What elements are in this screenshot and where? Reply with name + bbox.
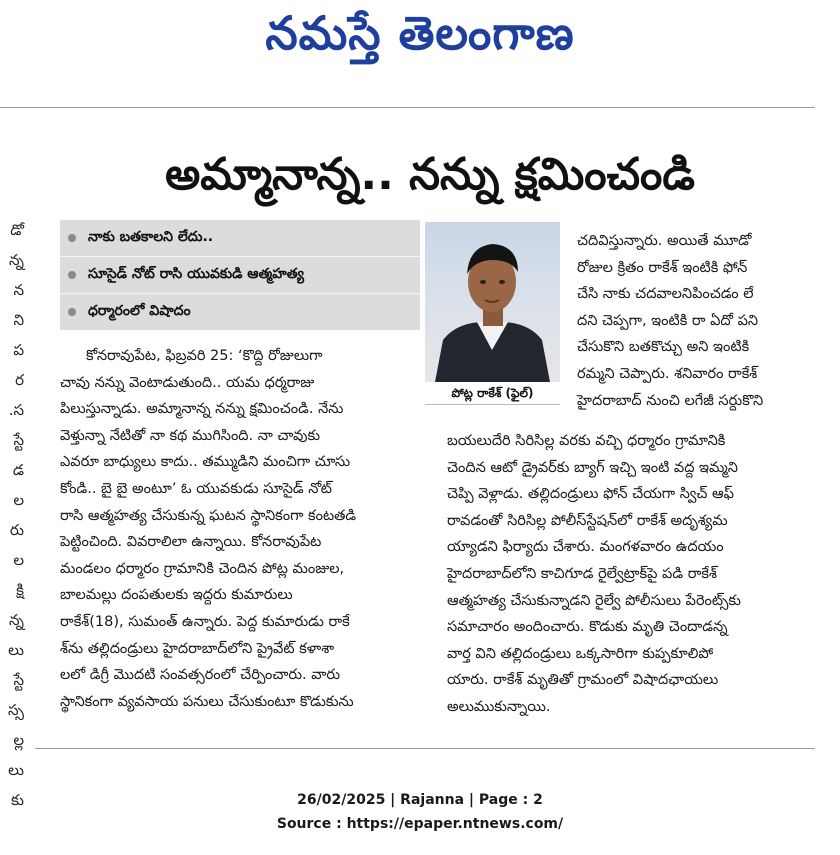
footer-dateline: 26/02/2025 | Rajanna | Page : 2 [297, 792, 543, 808]
photo-caption: పోట్ల రాకేశ్ (ఫైల్) [425, 382, 560, 405]
bullet-icon [68, 234, 76, 242]
highlight-item [60, 220, 420, 257]
highlight-item [60, 294, 420, 330]
text-line: రాసి ఆత్మహత్య చేసుకున్న ఘటన స్థానికంగా కంటతడి [60, 507, 357, 524]
text-line: రోజుల క్రితం రాకేశ్ ఇంటికి ఫోన్ [577, 259, 748, 276]
person-portrait-icon [425, 222, 560, 382]
fragment-line: న [13, 281, 24, 299]
fragment-line: ర [15, 371, 24, 389]
text-line: చదివిస్తున్నారు. అయితే మూడో [577, 233, 752, 249]
text-line: వార్త విని తల్లిదండ్రులు ఒక్కసారిగా కుప్పకూలిపో [447, 645, 714, 662]
text-line: చెప్పి వెళ్లాడు. తల్లిదండ్రులు ఫోన్ చేయగా స్విచ్ ఆఫ్ [447, 486, 734, 503]
bullet-icon [68, 308, 76, 316]
fragment-line: ల [13, 491, 24, 509]
highlights-box [60, 220, 420, 330]
text-line: శ్‌ను తల్లిదండ్రులు హైదరాబాద్‌లోని ప్రైవేట్ కళాశా [60, 640, 334, 657]
fragment-line: స్టే [13, 431, 24, 449]
text-line: బాలమల్లు దంపతులకు ఇద్దరు కుమారులు [60, 587, 293, 604]
text-line: బయలుదేరి సిరిసిల్ల వరకు వచ్చి ధర్మారం గ్రామానికి [447, 433, 726, 449]
text-line: లలో డిగ్రీ మొదటి సంవత్సరంలో చేర్పించారు. వారు [60, 667, 341, 684]
article-column-c [447, 428, 819, 721]
fragment-line: న్న [9, 611, 24, 629]
fragment-line: కు [10, 791, 24, 809]
fragment-line: రు [9, 521, 24, 539]
fragment-line: డో [10, 221, 24, 239]
masthead [0, 0, 840, 80]
text-line: రాకేశ్(18), సుమంత్ ఉన్నారు. పెద్ద కుమారుడు రాకే [60, 613, 350, 630]
text-line: వెళ్తున్నా నేటితో నా కథ ముగిసింది. నా చావుకు [60, 427, 321, 444]
highlight-text: నాకు బతకాలని లేదు.. [88, 228, 214, 245]
text-line: రమ్మని చెప్పారు. శనివారం రాకేశ్ [577, 365, 758, 382]
text-line: దని చెప్పగా, ఇంటికి రా ఏదో పని [577, 312, 759, 329]
text-line: కోండి.. బై బై అంటూ’ ఓ యువకుడు సూసైడ్ నోట్ [60, 480, 332, 497]
text-line: రావడంతో సిరిసిల్ల పోలీస్‌స్టేషన్‌లో రాకేశ్ అదృశ్యమ [447, 512, 728, 529]
fragment-line: ప [13, 341, 24, 359]
text-line: య్యాడని ఫిర్యాదు చేశారు. మంగళవారం ఉదయం [447, 539, 724, 556]
portrait-photo [425, 222, 560, 382]
headline: అమ్మానాన్న.. నన్ను క్షమించండి [165, 149, 695, 200]
text-line: యారు. రాకేశ్ మృతితో గ్రామంలో విషాదఛాయలు [447, 672, 719, 689]
fragment-line: ల [13, 551, 24, 569]
bullet-icon [68, 271, 76, 279]
bottom-rule [35, 748, 815, 749]
fragment-line: ల్ల [13, 731, 24, 749]
highlight-item [60, 257, 420, 294]
footer-source: Source : https://epaper.ntnews.com/ [276, 816, 564, 832]
fragment-line: న్న [9, 251, 24, 269]
fragment-line: డ [12, 461, 24, 479]
text-line: పిలుస్తున్నాడు. అమ్మానాన్న నన్ను క్షమించండి. నేను [60, 401, 344, 418]
fragment-line: క్షి [16, 581, 24, 599]
text-line: చెందిన ఆటో డ్రైవర్‌కు బ్యాగ్ ఇచ్చి ఇంటి వద్ద ఇమ్మని [447, 459, 738, 476]
text-line: చేసుకొని బతకొచ్చు అని ఇంటికి [577, 339, 750, 356]
text-line: ఎవరూ బాధ్యులు కాదు.. తమ్ముడిని మంచిగా చూసు [60, 454, 351, 471]
text-line: హైదరాబాద్‌లోని కాచిగూడ రైల్వేట్రాక్‌పై పడి రాకేశ్ [447, 565, 717, 582]
highlight-text: ధర్మారంలో విషాదం [88, 302, 191, 319]
text-line: అలుముకున్నాయి. [447, 698, 551, 715]
text-line: ఆత్మహత్య చేసుకున్నాడని రైల్వే పోలీసులు పేరెంట్స్‌కు [447, 592, 741, 609]
text-line: సమాచారం అందించారు. కొడుకు మృతి చెందాడన్న [447, 619, 728, 636]
text-line: కోనరావుపేట, ఫిబ్రవరి 25: ‘కొద్ది రోజులుగా [86, 348, 323, 364]
text-line: మండలం ధర్మారం గ్రామానికి చెందిన పోట్ల మంజుల, [60, 560, 345, 577]
fragment-line: ని [13, 311, 24, 329]
highlight-text: సూసైడ్ నోట్ రాసి యువకుడి ఆత్మహత్య [88, 265, 304, 282]
top-rule [0, 107, 815, 108]
text-line: పెట్టించింది. వివరాలిలా ఉన్నాయి. కోనరావుపేట [60, 534, 322, 551]
text-line: చేసి నాకు చదవాలనిపించడం లే [577, 286, 754, 303]
fragment-line: స్టే [13, 671, 24, 689]
fragment-line: లు [8, 761, 24, 779]
fragment-line: లు [8, 641, 24, 659]
text-line: హైదరాబాద్ నుంచి లగేజీ సర్దుకొని [577, 392, 764, 409]
fragment-line: స్స [8, 701, 24, 719]
masthead-title: నమస్తే తెలంగాణ [265, 6, 575, 60]
article-column-a [60, 343, 420, 715]
fragment-line: స. [8, 401, 24, 419]
article-column-b [577, 228, 817, 414]
adjacent-column-fragment [0, 215, 24, 809]
text-line: స్థానికంగా వ్యవసాయ పనులు చేసుకుంటూ కొడుకును [60, 693, 354, 710]
text-line: చావు నన్ను వెంటాడుతుంది.. యమ ధర్మరాజు [60, 374, 315, 391]
